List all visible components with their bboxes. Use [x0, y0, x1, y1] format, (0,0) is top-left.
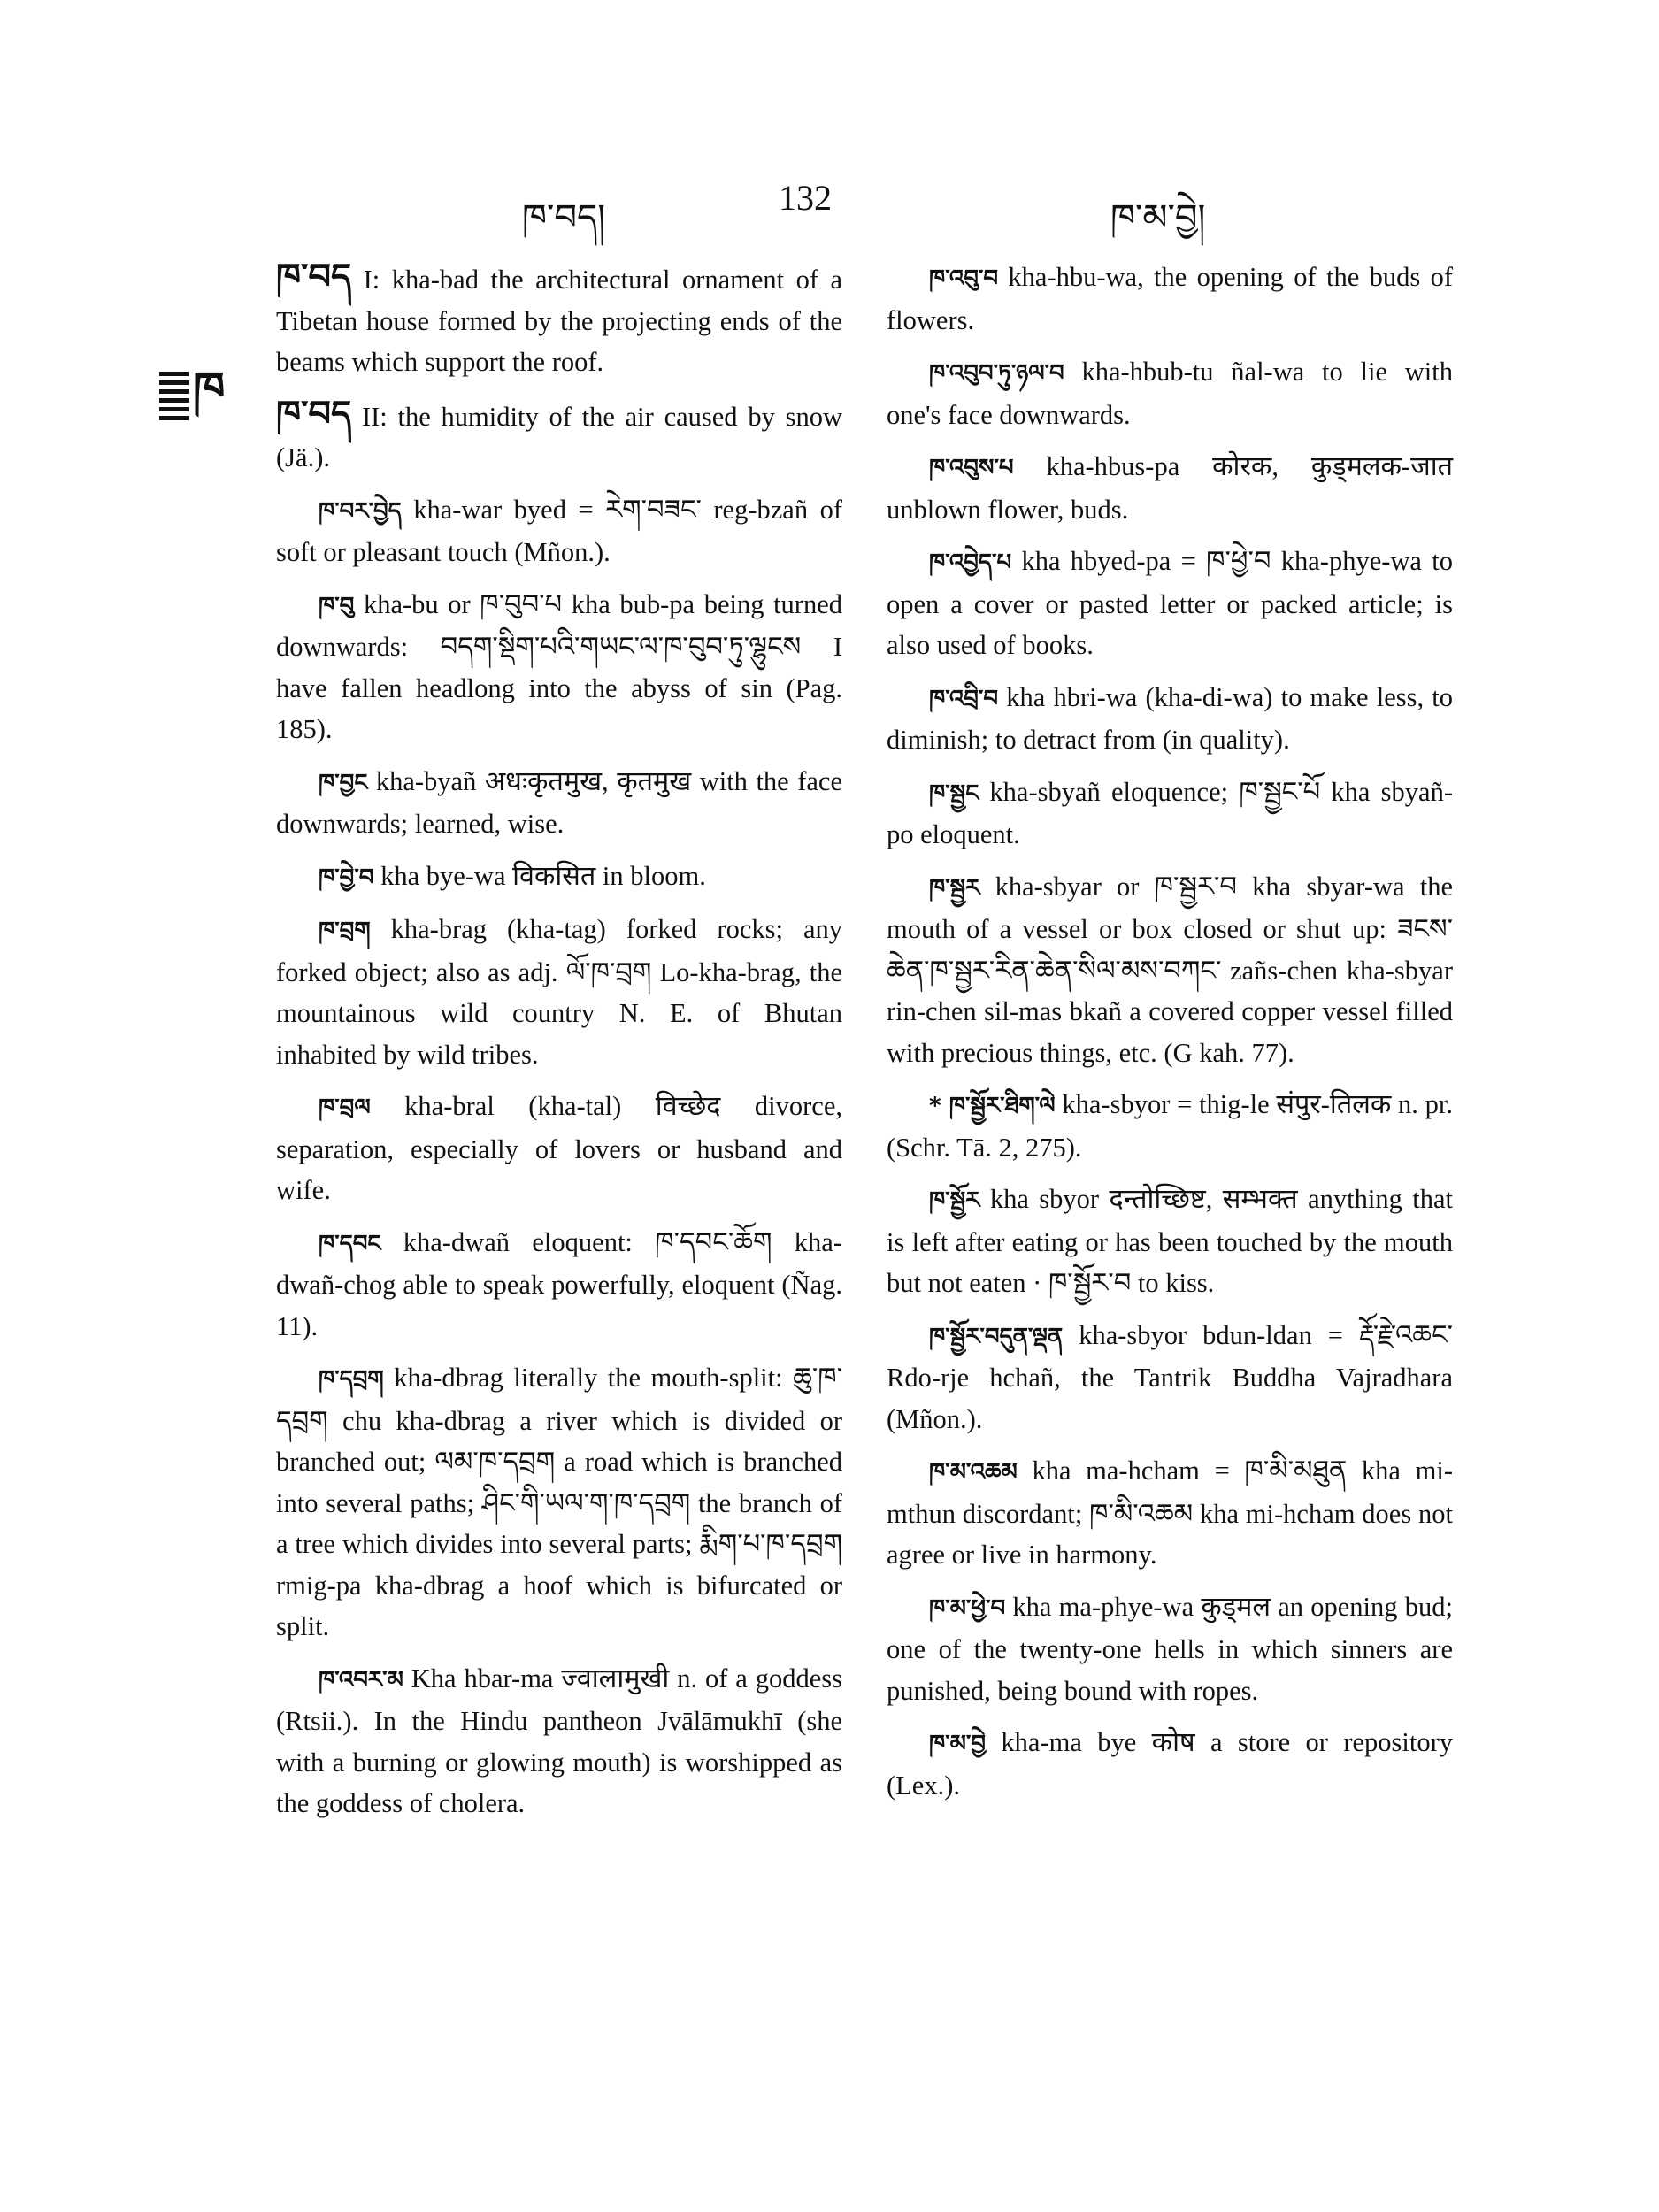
- page-number: 132: [779, 178, 832, 218]
- right-column: [887, 257, 1453, 1816]
- dictionary-entry: ཁ་བྲལ kha-bral (kha-tal) विच्छेद divorce, separation, especially of lovers or husband and wife.: [276, 1091, 842, 1205]
- dictionary-entry: ཁ་སྦྱང kha-sbyañ eloquence; ཁ་སྦྱང་པོ kha sbyañ-po eloquent.: [887, 776, 1453, 849]
- dictionary-entry: ཁ་འབུ་བ kha-hbu-wa, the opening of the buds of flowers.: [887, 262, 1453, 335]
- dictionary-entry: ཁ་བད I: kha-bad the architectural ornament of a Tibetan house formed by the projecting ends of the beams which support the roof.: [276, 257, 842, 377]
- thumb-index-tab: [159, 362, 239, 423]
- dictionary-entry: ཁ་མ་འཆམ kha ma-hcham = ཁ་མི་མཐུན kha mi-mthun discordant; ཁ་མི་འཆམ kha mi-hcham does not agree or live in harmony.: [887, 1455, 1453, 1570]
- running-header: [0, 177, 1659, 238]
- dictionary-entry: ཁ་བྱེ་བ kha bye-wa विकसित in bloom.: [319, 860, 706, 891]
- dictionary-entry: ཁ་སྦྱོར་བདུན་ལྡན kha-sbyor bdun-ldan = རྡོ་རྗེ་འཆང་ Rdo-rje hchañ, the Tantrik Buddha Vajradhara (Mñon.).: [887, 1319, 1453, 1434]
- dictionary-entry: ཁ་བར་བྱེད kha-war byed = རེག་བཟང་ reg-bzañ of soft or pleasant touch (Mñon.).: [276, 494, 842, 567]
- dictionary-entry: ཁ་མ་བྱེ kha-ma bye कोष a store or repository (Lex.).: [887, 1727, 1453, 1801]
- dictionary-entry: * ཁ་སྦྱོར་ཐིག་ལེ kha-sbyor = thig-le संपुर-तिलक n. pr. (Schr. Tā. 2, 275).: [887, 1089, 1453, 1163]
- dictionary-entry: ཁ་སྦྱར kha-sbyar or ཁ་སྦྱར་བ kha sbyar-wa the mouth of a vessel or box closed or shut up: ཟངས་ཆེན་ཁ་སྦྱར་རིན་ཆེན་སིལ་མས་བཀང་ zañs-chen kha-sbyar rin-chen sil-mas bkañ a covered copper vessel filled with precious things, etc. (G kah. 77).: [887, 871, 1453, 1068]
- dictionary-entry: ཁ་བྱང kha-byañ अधःकृतमुख, कृतमुख with the face downwards; learned, wise.: [276, 765, 842, 839]
- dictionary-entry: ཁ་བུ kha-bu or ཁ་བུབ་པ kha bub-pa being turned downwards: བདག་སྡིག་པའི་གཡང་ལ་ཁ་བུབ་ཏུ་ལྷུངས I have fallen headlong into the abyss of sin (Pag. 185).: [276, 588, 842, 744]
- dictionary-entry: ཁ་འབར་མ Kha hbar-ma ज्वालामुखी n. of a goddess (Rtsii.). In the Hindu pantheon Jvālāmukhī (she with a burning or glowing mouth) is worshipped as the goddess of cholera.: [276, 1663, 842, 1818]
- dictionary-entry: ཁ་འབུབ་ཏུ་ཉལ་བ kha-hbub-tu ñal-wa to lie with one's face downwards.: [887, 357, 1453, 430]
- dictionary-entry: ཁ་མ་ཕྱེ་བ kha ma-phye-wa कुड्मल an opening bud; one of the twenty-one hells in which sinners are punished, being bound with ropes.: [887, 1591, 1453, 1706]
- dictionary-entry: ཁ་སྦྱོར kha sbyor दन्तोच्छिष्ट, सम्भक्त anything that is left after eating or has been touched by the mouth but not eaten · ཁ་སྦྱོར་བ to kiss.: [887, 1184, 1453, 1298]
- dictionary-entry: ཁ་འབུས་པ kha-hbus-pa कोरक, कुड्मलक-जात unblown flower, buds.: [887, 451, 1453, 525]
- dictionary-entry: ཁ་དབྲག kha-dbrag literally the mouth-split: ཆུ་ཁ་དབྲག chu kha-dbrag a river which is divided or branched out; ལམ་ཁ་དབྲག a road which is branched into several paths; ཤིང་གི་ཡལ་ག་ཁ་དབྲག the branch of a tree which divides into several parts; རྨིག་པ་ཁ་དབྲག rmig-pa kha-dbrag a hoof which is bifurcated or split.: [276, 1363, 842, 1641]
- left-column: [276, 257, 842, 1835]
- thumb-index-letter: ཁ: [193, 362, 226, 416]
- dictionary-entry: ཁ་འབྱེད་པ kha hbyed-pa = ཁ་ཕྱེ་བ kha-phye-wa to open a cover or pasted letter or packed article; is also used of books.: [887, 546, 1453, 660]
- running-head-right: ཁ་མ་བྱེ།: [1110, 197, 1206, 238]
- dictionary-entry: ཁ་འབྲི་བ kha hbri-wa (kha-di-wa) to make less, to diminish; to detract from (in quality).: [887, 681, 1453, 755]
- running-head-left: ཁ་བད།: [522, 197, 606, 238]
- dictionary-entry: ཁ་བྲག kha-brag (kha-tag) forked rocks; any forked object; also as adj. ལོ་ཁ་བྲག Lo-kha-brag, the mountainous wild country N. E. of Bhutan inhabited by wild tribes.: [276, 914, 842, 1070]
- dictionary-entry: ཁ་དབང kha-dwañ eloquent: ཁ་དབང་ཆོག kha-dwañ-chog able to speak powerfully, eloquent (Ñag. 11).: [276, 1226, 842, 1341]
- dictionary-entry: ཁ་བད II: the humidity of the air caused by snow (Jä.).: [276, 393, 842, 472]
- thumb-index-bars: [159, 372, 189, 423]
